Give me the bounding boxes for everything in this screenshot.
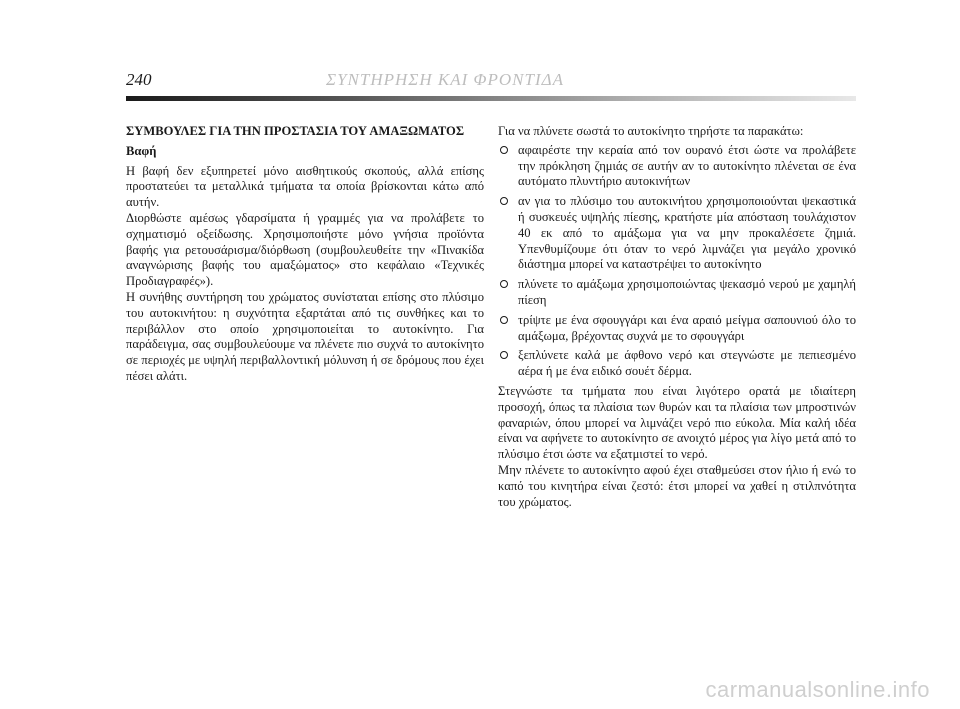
intro-text: Για να πλύνετε σωστά το αυτοκίνητο τηρήστε τα παρακάτω:: [498, 124, 804, 138]
paragraph: Στεγνώστε τα τμήματα που είναι λιγότερο ορατά με ιδιαίτερη προσοχή, όπως τα πλαίσια των θυρών και τα πλαίσια των μπροστινών φαναριών, όπου μπορεί να λιμνάζει νερό πιο εύκολα. Μία καλή ιδέα είναι να αφήνετε το αυτοκίνητο σε ανοιχτό μέρος για λίγο μετά από το πλύσιμο έτσι ώστε να εξατμιστεί το νερό.: [498, 383, 856, 462]
circle-bullet-icon: [500, 316, 508, 324]
circle-bullet-icon: [500, 351, 508, 359]
washing-tips-list: [498, 143, 856, 380]
section-title: ΣΥΝΤΗΡΗΣΗ ΚΑΙ ΦΡΟΝΤΙΔΑ: [326, 70, 564, 89]
list-item-text: τρίψτε με ένα σφουγγάρι και ένα αραιό μείγμα σαπουνιού όλο το αμάξωμα, βρέχοντας συχνά με το σφουγγάρι: [518, 312, 856, 343]
paragraph: Η συνήθης συντήρηση του χρώματος συνίσταται επίσης στο πλύσιμο του αυτοκινήτου: η συχνότητα εξαρτάται από τις συνθήκες και το περιβάλλον στο οποίο χρησιμοποιείται το αυτοκίνητο. Για παράδειγμα, σας συμβουλεύουμε να πλένετε πιο συχνά το αυτοκίνητο σε περιοχές με υψηλή περιβαλλοντική μόλυνση ή σε δρόμους που έχει πέσει αλάτι.: [126, 289, 484, 383]
list-item: [498, 348, 856, 380]
paragraph: Μην πλένετε το αυτοκίνητο αφού έχει σταθμεύσει στον ήλιο ή ενώ το καπό του κινητήρα είναι ζεστό: έτσι μπορεί να χαθεί η στιλπνότητα του χρώματος.: [498, 462, 856, 509]
paragraph: Η βαφή δεν εξυπηρετεί μόνο αισθητικούς σκοπούς, αλλά επίσης προστατεύει τα μεταλλικά τμήματα τα οποία βρίσκονται κάτω από αυτήν.: [126, 163, 484, 210]
header-divider: [126, 96, 856, 101]
list-item-text: αφαιρέστε την κεραία από τον ουρανό έτσι ώστε να προλάβετε την πρόκληση ζημιάς σε αυτήν αν το αυτοκίνητο πλένεται σε ένα αυτόματο πλυντήριο αυτοκινήτων: [518, 142, 856, 189]
circle-bullet-icon: [500, 197, 508, 205]
left-column: [126, 124, 484, 385]
circle-bullet-icon: [500, 280, 508, 288]
list-item-text: πλύνετε το αμάξωμα χρησιμοποιώντας ψεκασμό νερού με χαμηλή πίεση: [518, 277, 856, 307]
subsection-heading: Βαφή: [126, 143, 157, 158]
watermark: carmanualsonline.info: [705, 677, 930, 702]
right-column: [498, 124, 856, 510]
list-item-text: ξεπλύνετε καλά με άφθονο νερό και στεγνώστε με πεπιεσμένο αέρα ή με ένα ειδικό σουέτ δέρμα.: [518, 348, 856, 379]
list-item: [498, 277, 856, 309]
list-item: [498, 194, 856, 273]
list-item: [498, 143, 856, 190]
paragraph: Διορθώστε αμέσως γδαρσίματα ή γραμμές για να προλάβετε το σχηματισμό οξείδωσης. Χρησιμοποιήστε μόνο γνήσια προϊόντα βαφής για ρετουσάρισμα/διόρθωση (συμβουλευθείτε την «Πινακίδα αναγνώρισης βαφής του αμαξώματος» στο κεφάλαιο «Τεχνικές Προδιαγραφές»).: [126, 210, 484, 289]
list-item: [498, 313, 856, 345]
circle-bullet-icon: [500, 146, 508, 154]
list-item-text: αν για το πλύσιμο του αυτοκινήτου χρησιμοποιούνται ψεκαστικά ή συσκευές υψηλής πίεσης, κρατήστε μία απόσταση τουλάχιστον 40 εκ από το αμάξωμα για να μην προκαλέσετε ζημιά. Υπενθυμίζουμε ότι όταν το νερό λιμνάζει για μεγάλο χρονικό διάστημα μπορεί να καταστρέψει το αυτοκίνητο: [518, 194, 856, 272]
section-heading: ΣΥΜΒΟΥΛΕΣ ΓΙΑ ΤΗΝ ΠΡΟΣΤΑΣΙΑ ΤΟΥ ΑΜΑΞΩΜΑΤΟΣ: [126, 124, 465, 138]
page-number: 240: [126, 70, 152, 89]
